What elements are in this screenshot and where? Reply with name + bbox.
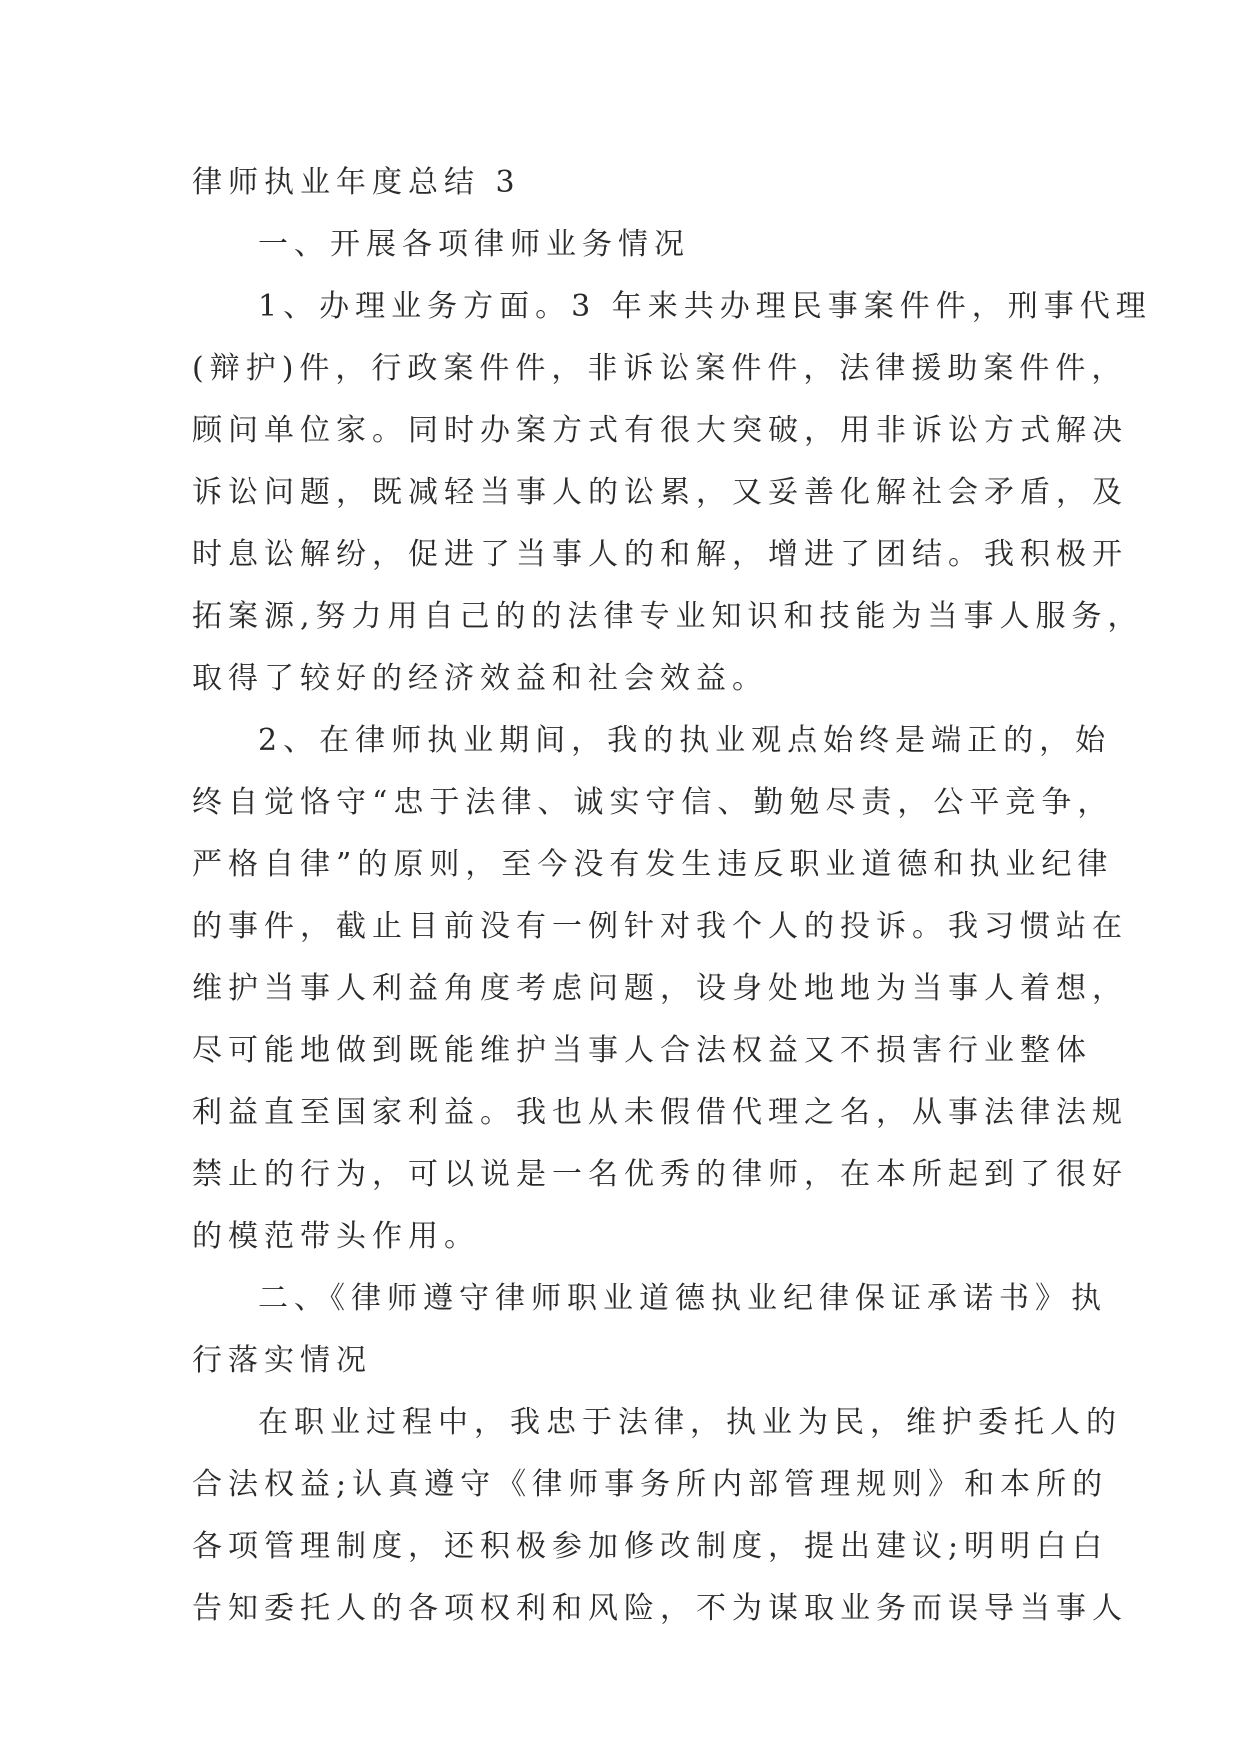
text-line: 的事件，截止目前没有一例针对我个人的投诉。我习惯站在: [192, 909, 1128, 944]
text-line: 取得了较好的经济效益和社会效益。: [192, 661, 768, 696]
text-line: 时息讼解纷，促进了当事人的和解，增进了团结。我积极开: [192, 537, 1128, 572]
section-heading: 一、开展各项律师业务情况: [258, 227, 690, 262]
text-line: 在职业过程中，我忠于法律，执业为民，维护委托人的: [258, 1405, 1122, 1440]
paragraph: [192, 214, 1052, 276]
text-line: 终自觉恪守“忠于法律、诚实守信、勤勉尽责，公平竞争，: [192, 785, 1114, 820]
text-line: (辩护)件，行政案件件，非诉讼案件件，法律援助案件件，: [192, 351, 1128, 386]
section-heading: 二、《律师遵守律师职业道德执业纪律保证承诺书》执: [258, 1281, 1107, 1316]
document-body: [192, 152, 1152, 1640]
text-line: 合法权益;认真遵守《律师事务所内部管理规则》和本所的: [192, 1467, 1109, 1502]
text-line: 告知委托人的各项权利和风险，不为谋取业务而误导当事人: [192, 1591, 1128, 1626]
document-title: 律师执业年度总结 3: [192, 165, 521, 200]
text-line: 顾问单位家。同时办案方式有很大突破，用非诉讼方式解决: [192, 413, 1128, 448]
paragraph: [192, 1268, 1107, 1392]
paragraph: [192, 276, 1152, 710]
text-line: 2、在律师执业期间，我的执业观点始终是端正的，始: [258, 723, 1112, 758]
text-line: 1、办理业务方面。3 年来共办理民事案件件，刑事代理: [258, 289, 1152, 324]
text-line: 维护当事人利益角度考虑问题，设身处地地为当事人着想，: [192, 971, 1128, 1006]
text-line: 各项管理制度，还积极参加修改制度，提出建议;明明白白: [192, 1529, 1109, 1564]
text-line: 尽可能地做到既能维护当事人合法权益又不损害行业整体: [192, 1033, 1092, 1068]
text-line: 利益直至国家利益。我也从未假借代理之名，从事法律法规: [192, 1095, 1128, 1130]
text-line: 严格自律”的原则，至今没有发生违反职业道德和执业纪律: [192, 847, 1114, 882]
section-heading-continued: 行落实情况: [192, 1343, 372, 1378]
text-line: 拓案源,努力用自己的的法律专业知识和技能为当事人服务，: [192, 599, 1144, 634]
paragraph: [192, 710, 1128, 1268]
text-line: 诉讼问题，既减轻当事人的讼累，又妥善化解社会矛盾，及: [192, 475, 1128, 510]
paragraph: [192, 1392, 1128, 1640]
text-line: 禁止的行为，可以说是一名优秀的律师，在本所起到了很好: [192, 1157, 1128, 1192]
text-line: 的模范带头作用。: [192, 1219, 480, 1254]
